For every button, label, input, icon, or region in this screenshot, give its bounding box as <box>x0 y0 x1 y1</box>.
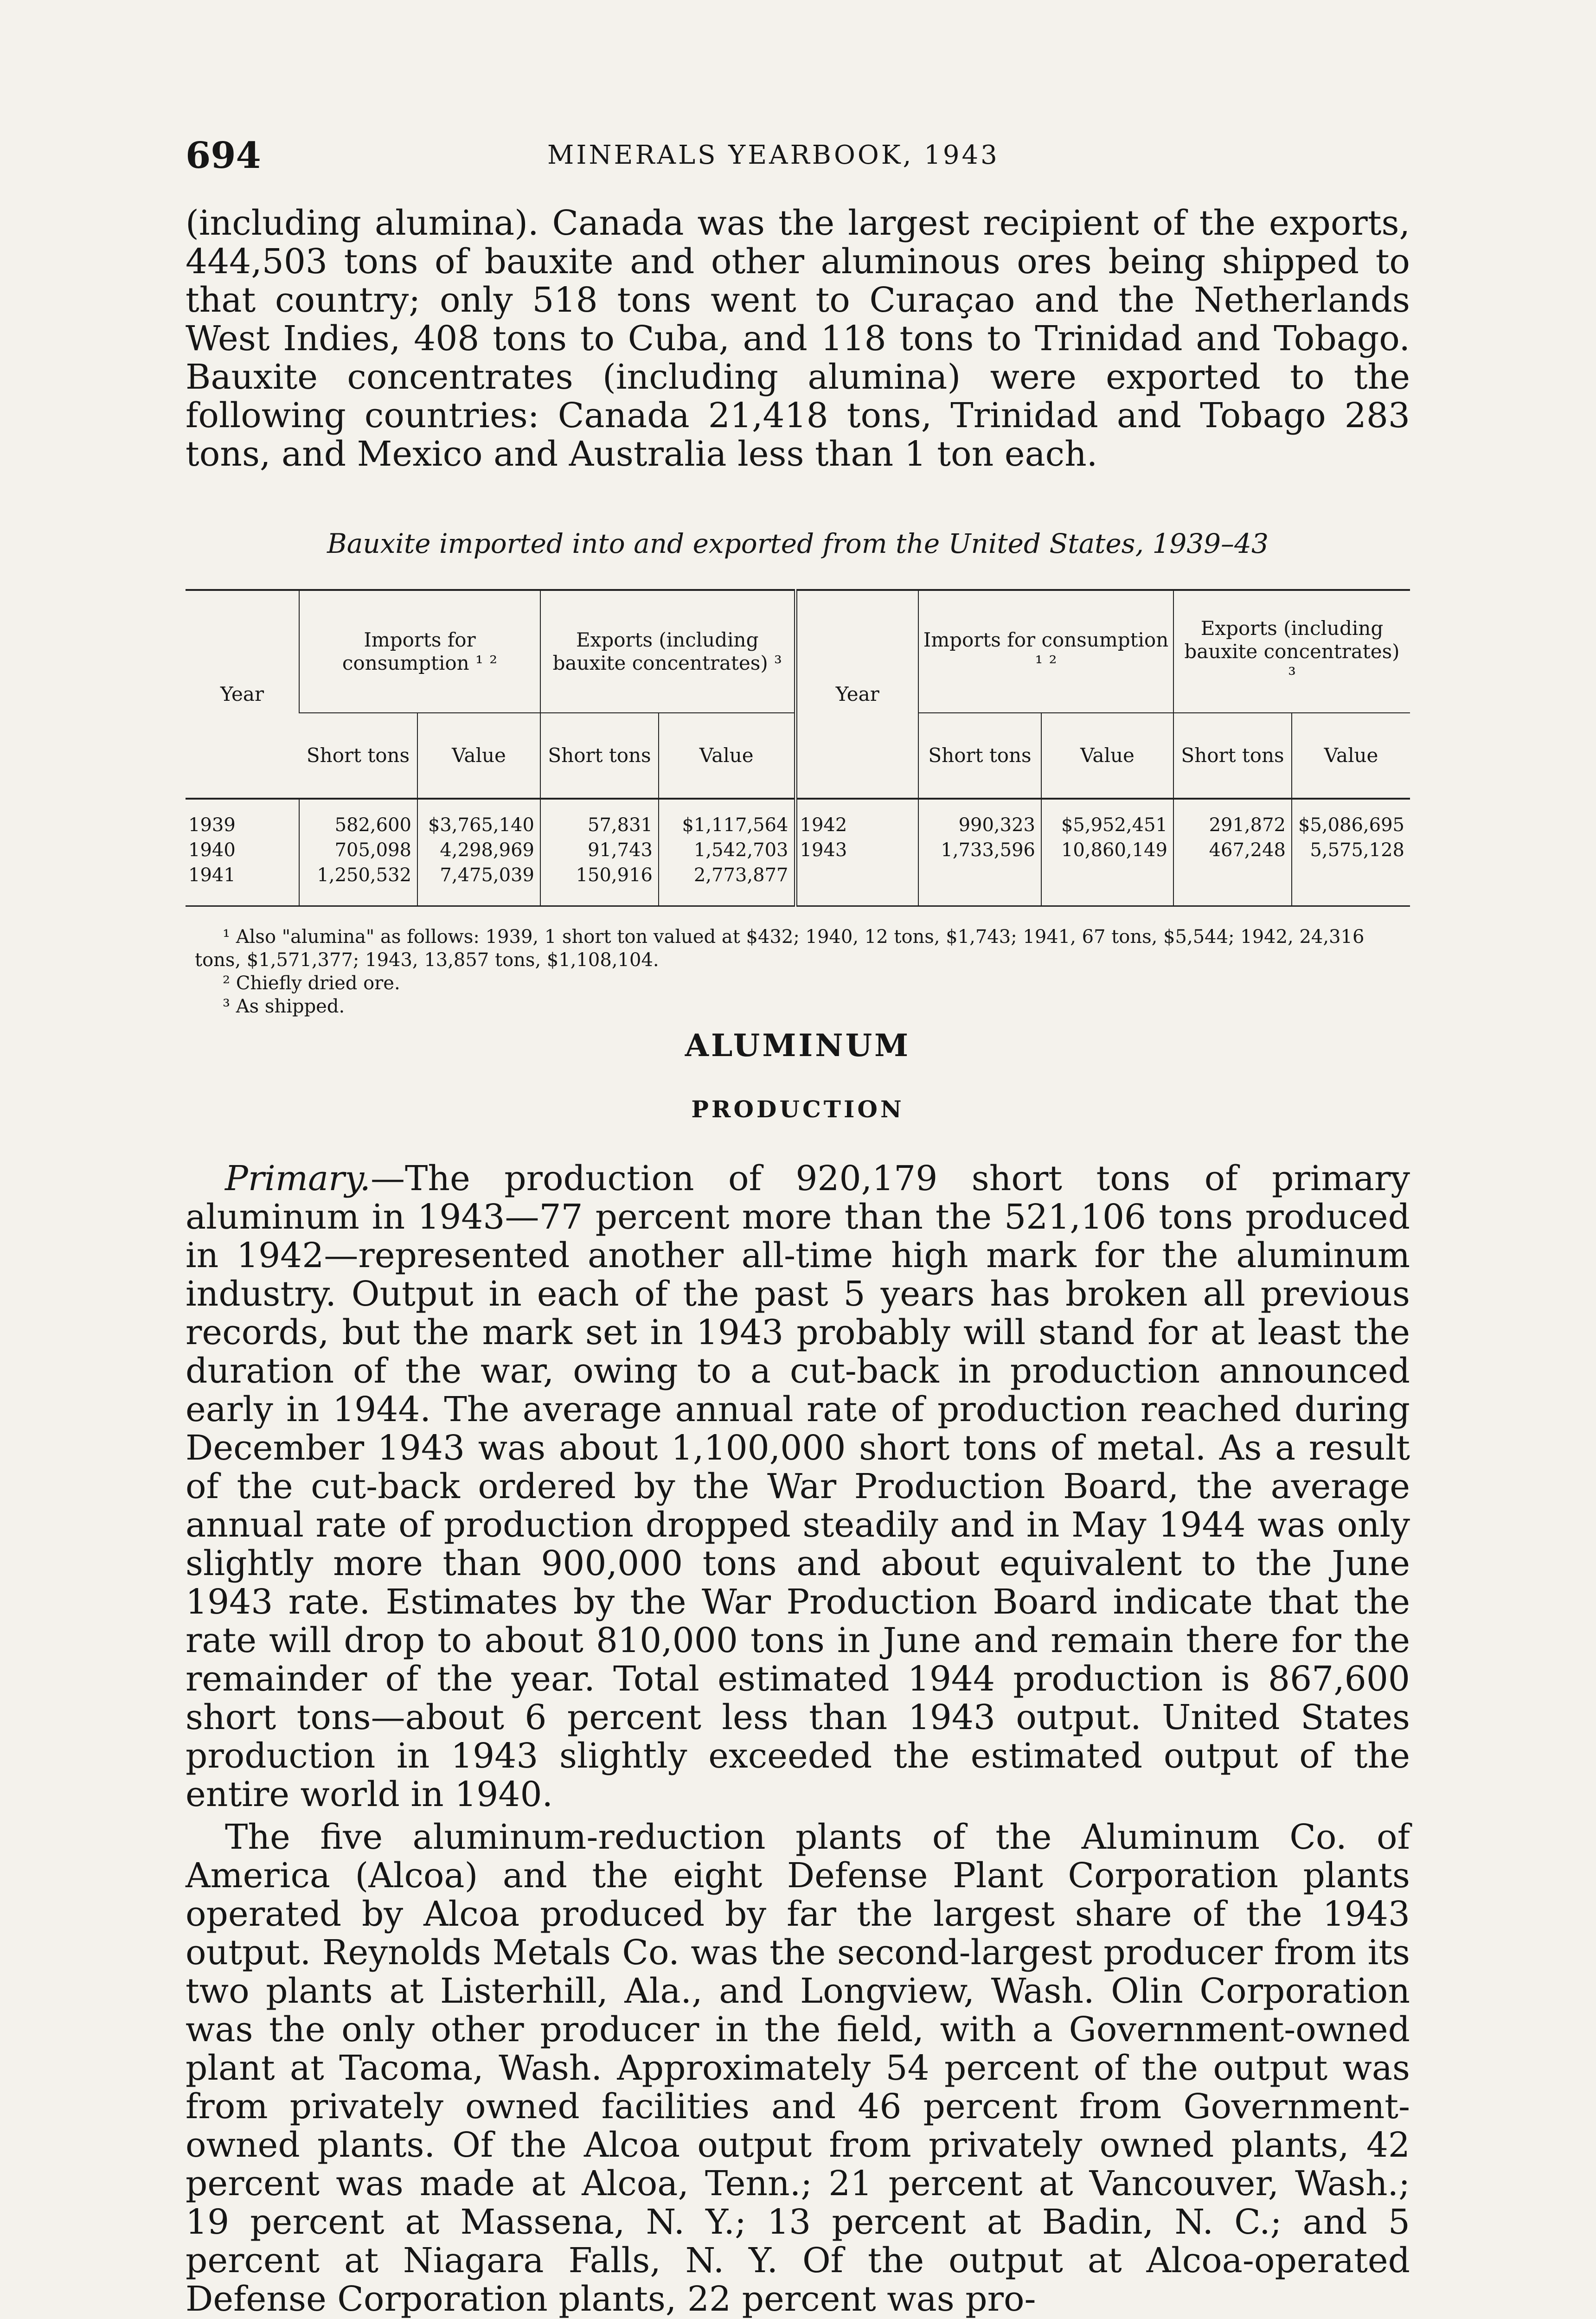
year-header-left: Year <box>186 590 299 799</box>
imports-header-right: Imports for consumption ¹ ² <box>918 590 1173 713</box>
table-footnotes <box>195 925 1410 1018</box>
exports-tons-cell: 467,248 <box>1173 838 1292 863</box>
page-header <box>186 135 1401 186</box>
exports-value-cell: 1,542,703 <box>659 838 795 863</box>
imports-tons-cell: 1,250,532 <box>299 863 417 906</box>
page-number: 694 <box>186 135 261 177</box>
year-cell: 1941 <box>186 863 299 906</box>
exports-header-left: Exports (including bauxite concentrates) ³ <box>540 590 795 713</box>
exports-value-cell: $5,086,695 <box>1292 799 1410 838</box>
short-tons-header: Short tons <box>918 713 1041 799</box>
imports-tons-cell <box>918 863 1041 906</box>
imports-header-left: Imports for consumption ¹ ² <box>299 590 540 713</box>
imports-value-cell: 4,298,969 <box>417 838 540 863</box>
imports-value-cell: $3,765,140 <box>417 799 540 838</box>
exports-tons-cell: 91,743 <box>540 838 659 863</box>
imports-value-cell: 10,860,149 <box>1041 838 1173 863</box>
bauxite-table <box>186 589 1410 907</box>
table-row <box>186 838 1410 863</box>
exports-value-cell: 2,773,877 <box>659 863 795 906</box>
imports-value-cell <box>1041 863 1173 906</box>
primary-body: —The production of 920,179 short tons of primary aluminum in 1943—77 percent more than the 521,106 tons produced in 1942—represented another all-time high mark for the aluminum industry. Output in each of the past 5 years has broken all previous records, but the mark set in 1943 probably will stand for at least the duration of the war, owing to a cut-back in production announced early in 1944. The average annual rate of production reached during December 1943 was about 1,100,000 short tons of metal. As a result of the cut-back ordered by the War Production Board, the average annual rate of production dropped steadily and in May 1944 was only slightly more than 900,000 tons and about equivalent to the June 1943 rate. Estimates by the War Production Board indicate that the rate will drop to about 810,000 tons in June and remain there for the remainder of the year. Total estimated 1944 production is 867,600 short tons—about 6 percent less than 1943 output. United States production in 1943 slightly exceeded the estimated output of the entire world in 1940. <box>186 1159 1410 1814</box>
exports-value-cell: 5,575,128 <box>1292 838 1410 863</box>
exports-tons-cell <box>1173 863 1292 906</box>
year-cell: 1940 <box>188 839 236 861</box>
year-cell <box>795 863 918 906</box>
running-head: MINERALS YEARBOOK, 1943 <box>547 140 1000 170</box>
footnote-3: ³ As shipped. <box>223 996 345 1017</box>
imports-value-cell: 7,475,039 <box>417 863 540 906</box>
imports-tons-cell: 705,098 <box>299 838 417 863</box>
primary-lead: Primary. <box>225 1159 371 1198</box>
exports-header-right: Exports (including bauxite concentrates) ³ <box>1173 590 1410 713</box>
table-row <box>186 799 1410 838</box>
plants-paragraph: The five aluminum-reduction plants of the Aluminum Co. of America (Alcoa) and the eight Defense Plant Corporation plants operated by Alcoa produced by far the largest share of the 1943 output. Reynolds Metals Co. was the second-largest producer from its two plants at Listerhill, Ala., and Longview, Wash. Olin Corporation was the only other producer in the field, with a Government-owned plant at Tacoma, Wash. Approximately 54 percent of the output was from privately owned facilities and 46 percent from Government-owned plants. Of the Alcoa output from privately owned plants, 42 percent was made at Alcoa, Tenn.; 21 percent at Vancouver, Wash.; 19 percent at Massena, N. Y.; 13 percent at Badin, N. C.; and 5 percent at Niagara Falls, N. Y. Of the output at Alcoa-operated Defense Corporation plants, 22 percent was pro- <box>186 1817 1410 2319</box>
short-tons-header: Short tons <box>1173 713 1292 799</box>
table-row <box>186 863 1410 906</box>
imports-tons-cell: 990,323 <box>918 799 1041 838</box>
intro-paragraph: (including alumina). Canada was the largest recipient of the exports, 444,503 tons of bauxite and other aluminous ores being shipped to that country; only 518 tons went to Curaçao and the Netherlands West Indies, 408 tons to Cuba, and 118 tons to Trinidad and Tobago. Bauxite concentrates (including alumina) were exported to the following countries: Canada 21,418 tons, Trinidad and Tobago 283 tons, and Mexico and Australia less than 1 ton each. <box>186 203 1410 474</box>
imports-tons-cell: 582,600 <box>299 799 417 838</box>
short-tons-header: Short tons <box>540 713 659 799</box>
year-cell: 1942 <box>795 799 918 838</box>
year-cell: 1943 <box>795 838 918 863</box>
short-tons-header: Short tons <box>299 713 417 799</box>
value-header: Value <box>1041 713 1173 799</box>
exports-tons-cell: 57,831 <box>540 799 659 838</box>
primary-paragraph <box>186 1160 1410 1814</box>
imports-tons-cell: 1,733,596 <box>918 838 1041 863</box>
year-header-right: Year <box>795 590 918 799</box>
footnote-2: ² Chiefly dried ore. <box>223 973 400 994</box>
footnote-1: ¹ Also "alumina" as follows: 1939, 1 short ton valued at $432; 1940, 12 tons, $1,743; 1941, 67 tons, $5,544; 1942, 24,316 tons, $1,571,377; 1943, 13,857 tons, $1,108,104. <box>195 926 1365 971</box>
exports-value-cell: $1,117,564 <box>659 799 795 838</box>
exports-value-cell <box>1292 863 1410 906</box>
imports-value-cell: $5,952,451 <box>1041 799 1173 838</box>
section-title: ALUMINUM <box>685 1027 911 1063</box>
value-header: Value <box>1292 713 1410 799</box>
exports-tons-cell: 291,872 <box>1173 799 1292 838</box>
exports-tons-cell: 150,916 <box>540 863 659 906</box>
table-caption: Bauxite imported into and exported from the United States, 1939–43 <box>327 528 1269 559</box>
value-header: Value <box>417 713 540 799</box>
year-cell: 1939 <box>186 799 299 838</box>
value-header: Value <box>659 713 795 799</box>
subsection-title: PRODUCTION <box>691 1095 904 1123</box>
